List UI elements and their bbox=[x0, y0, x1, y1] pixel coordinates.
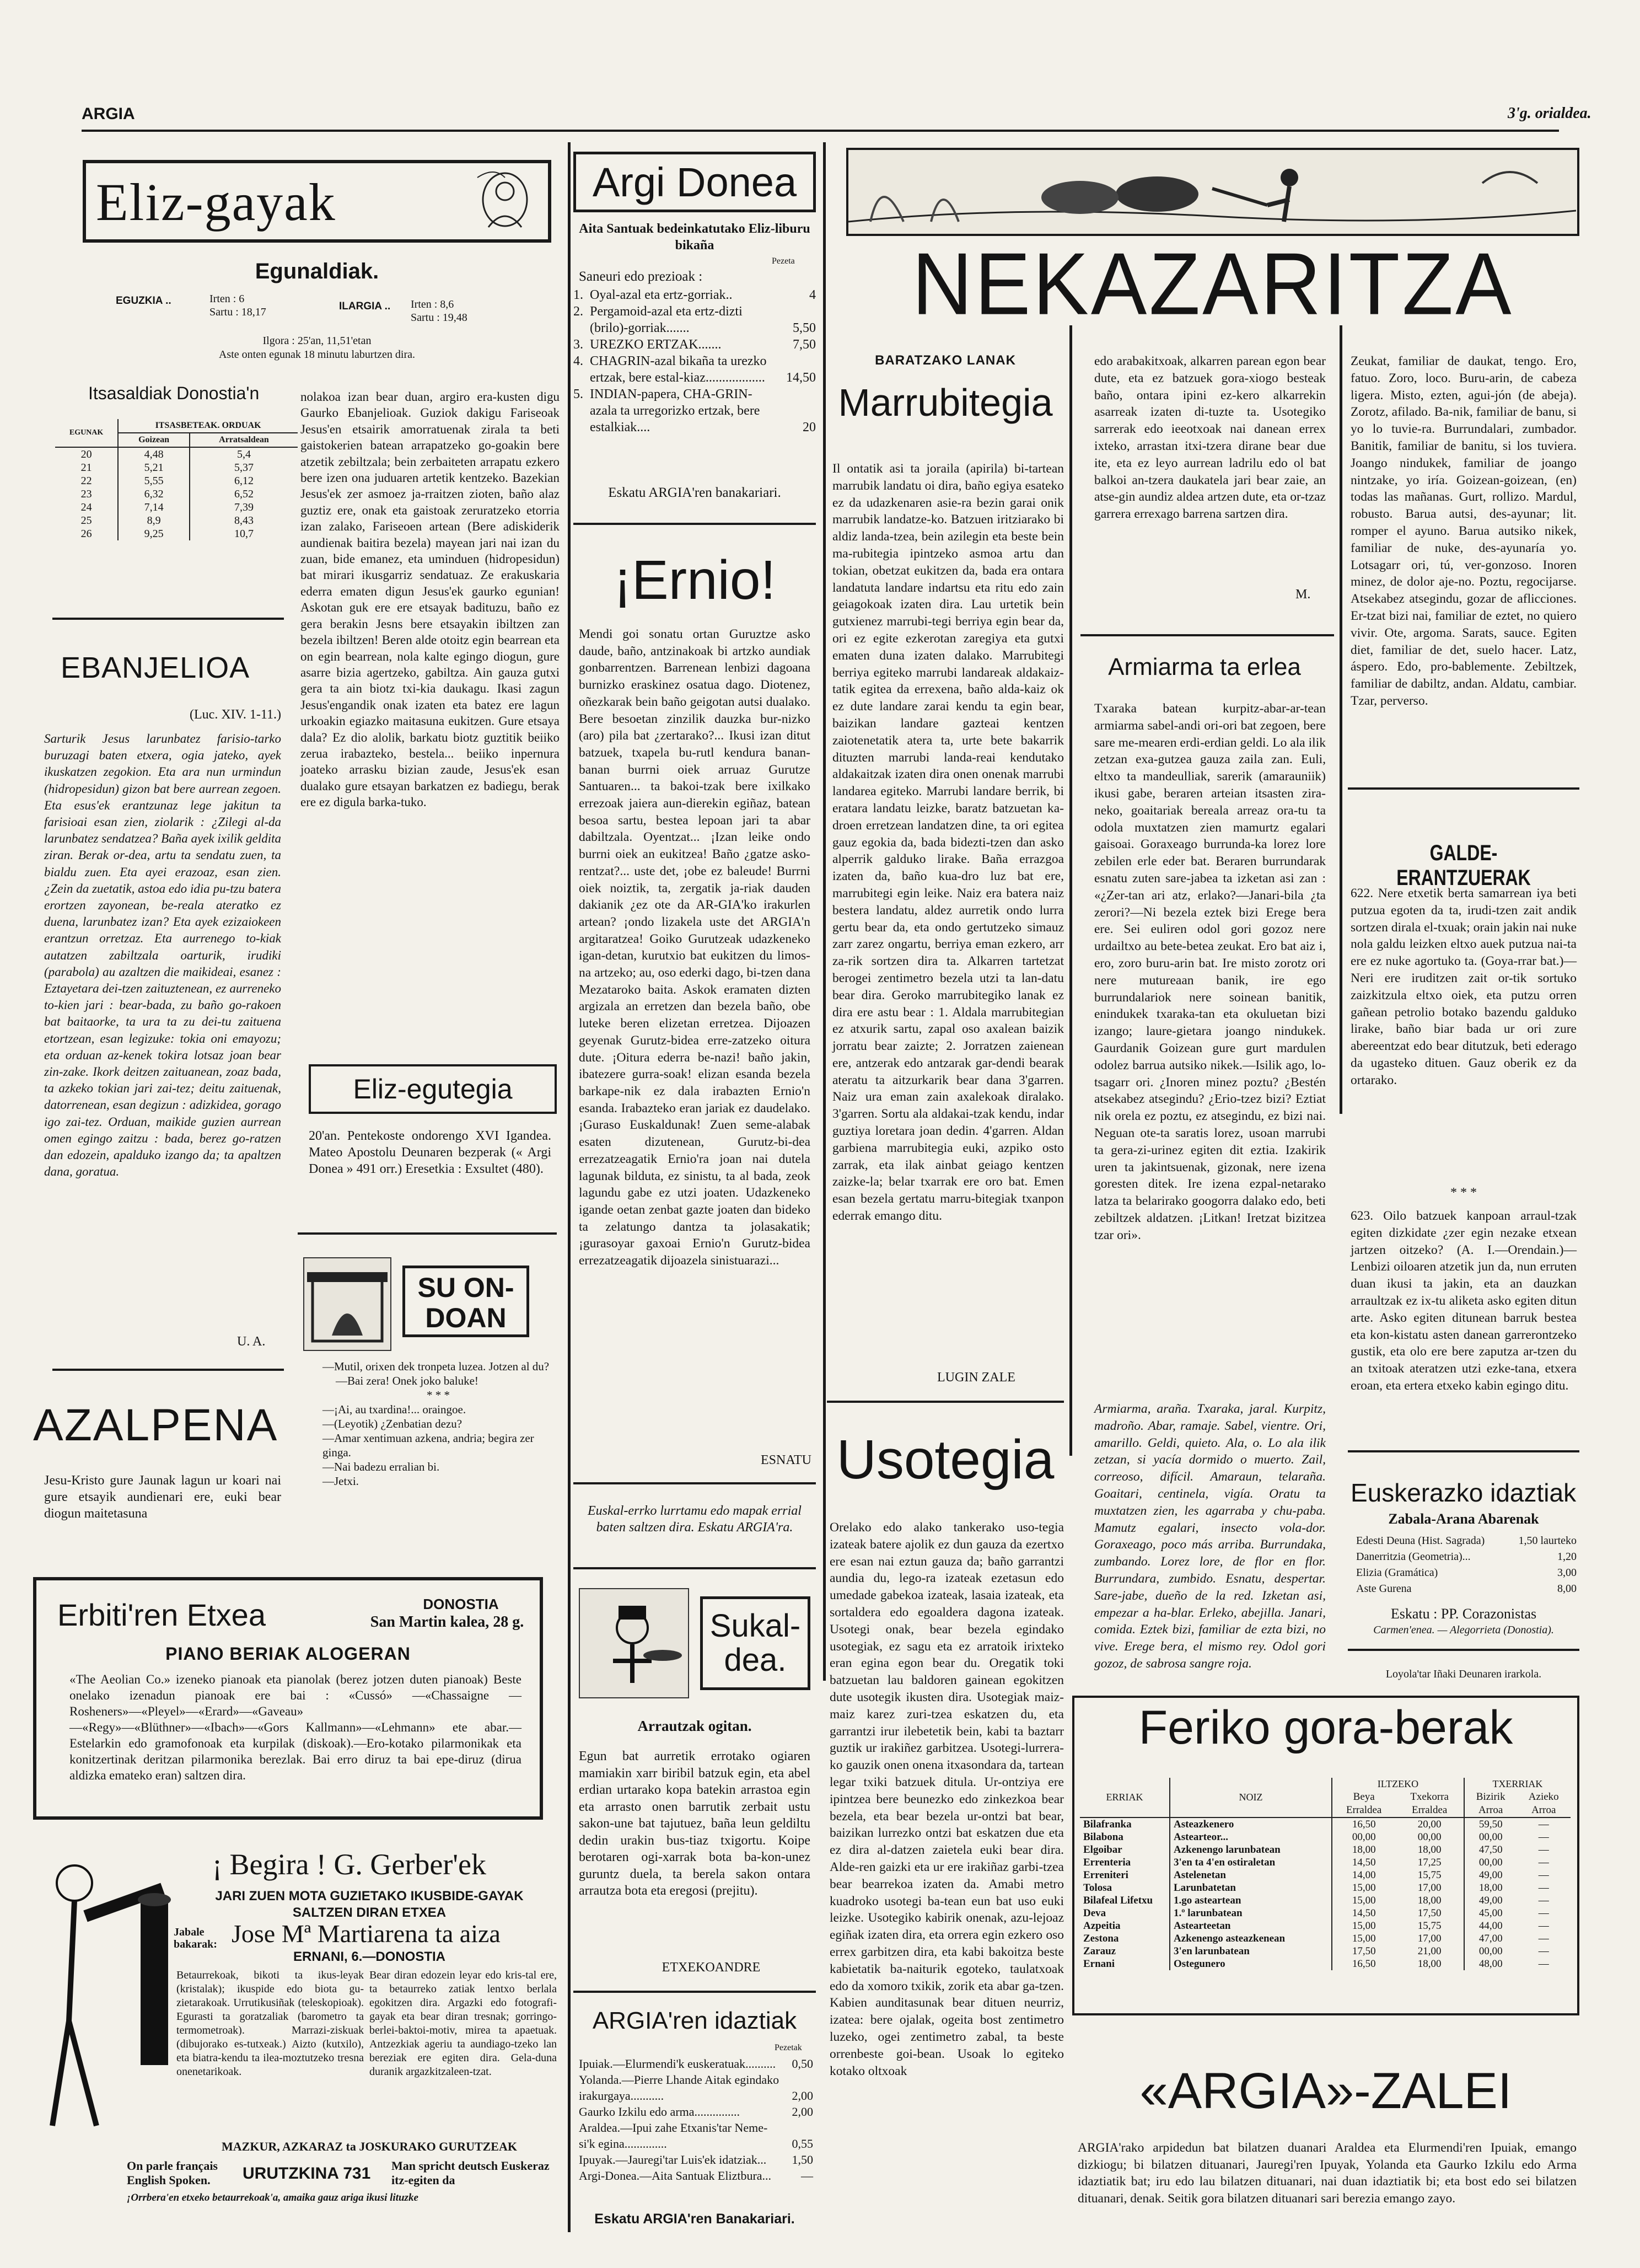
item-text: INDIAN-papera, CHA-GRIN-azala ta urregorizko ertzak, bere estalkiak.... bbox=[590, 387, 760, 435]
eguzkia-label: EGUZKIA .. bbox=[116, 295, 171, 307]
feriko-cell: Astearteor... bbox=[1170, 1831, 1332, 1843]
gerber-city: ERNANI, 6.—DONOSTIA bbox=[293, 1949, 446, 1964]
book-title: Argi-Donea.—Aita Santuak Eliztbura... bbox=[579, 2169, 772, 2183]
feriko-cell: Larunbatetan bbox=[1170, 1881, 1332, 1894]
gerber-title: ¡ Begira ! G. Gerber'ek bbox=[212, 1848, 486, 1881]
gerber-jabe: Jabale bakarak: bbox=[174, 1926, 217, 1950]
header-rule bbox=[82, 130, 1559, 132]
argia-zalei-text: ARGIA'rako arpidedun bat bilatzen duanari Araldea eta Elurmendi'ren Ipuiak, emango dizkiogu; bi bilatzen dituanari, Jauregi'ren Ipuyak, Yolanda eta Gaurko Izkilu edo Arma idaztiatik bat; iru edo lau bilatzen dituanari, nai duan idaztiatik bi; eta bost edo sei bilatzen dituanari, denak. Seitik gora bilatzen dituanari sari berezia emango zayo. bbox=[1078, 2141, 1577, 2206]
ernio-title: ¡Ernio! bbox=[613, 549, 776, 611]
feriko-cell: 21,00 bbox=[1395, 1945, 1464, 1958]
item-number: 2. bbox=[573, 304, 583, 319]
feriko-cell: 20,00 bbox=[1395, 1817, 1464, 1831]
sukaldea-signature: ETXEKOANDRE bbox=[662, 1960, 761, 1975]
continued-signature: M. bbox=[1295, 587, 1311, 602]
argi-donea-title: Argi Donea bbox=[592, 159, 797, 205]
feriko-cell: 1.º larunbatean bbox=[1170, 1907, 1332, 1920]
usotegia-text: Orelako edo alako tankerako uso-tegia izateak batere ajolik ez dun gauza da ezertxo ere esan nai eztun gauza da; baño garrantzi aundia du, lego-ra izateak ezetasun edo umedade gabekoa izateak, lasaia izateak, eta sortaldera edo egoaldera dagona izateak. Usotegi onak, bear bezela egindako usotegiak, ez sagu eta ez arratoik irixteko eran egina egon bear du. Oregatik toki batzuetan lau baldoren gainean egokitzen dute usotegik ikusten dira. Usotegiak maiz-maiz karez zuri-tzea eskatzen du, eta garrantzi irur ilebetetik bein, kabi ta baztarr guztik ur irakiñez garbitzea. Usotegi-lurrera-ko gauzik onen onena itxasondara da, tartean legar txiki batzuek ditula. Ur-ontziya ere ipintzea bere beunezko edo zinkezkoa bear bezela, eta bear bezela ur-ontzi bat bear, baizikan lurrezko ontzi bat eskatzen due eta ez dira al-datzen zaietela euki bear dira. Alde-ren gaizki eta ur ere irakiñaz garbi-tzea bear bearrekoa izaten da. Amabi metro kuadroko usotegi ba-tean eun bat uso euki leizke. Usotegiko kabirik onenak, azu-lejoaz egiñak izaten dira, eta orrera egin ezkero oso errex garbitzen dira, eta kabi bakoitza beste kabietatik ba-naiturik egoteko, taulatxoak edo da xomoro txikik, zorik eta abar ga-tzen. Kabien aunditasunak bear dituen neurriz, izatea: bere ojalak, ogeita bost zentimetro luzeko, ogei zentimetro zabal, ta beste orrenbeste goi-bean. Usoak lo egiteko kotako oltxoak bbox=[830, 1520, 1064, 2078]
book-title: Ipuyak.—Jauregi'tar Luis'ek idatziak... bbox=[579, 2153, 767, 2167]
ebanjelioa-title: EBANJELIOA bbox=[61, 651, 250, 684]
gerber-languages: On parle français English Spoken. bbox=[127, 2159, 218, 2187]
tide-cell: 22 bbox=[55, 474, 118, 487]
galde-erantzuerak-title: GALDE-ERANTZUERAK bbox=[1396, 841, 1531, 890]
item-price: 4 bbox=[809, 288, 816, 302]
price-list-item bbox=[573, 353, 816, 386]
sukaldea-title: Sukal-dea. bbox=[709, 1608, 801, 1678]
idaztiak-carmen: Carmen'enea. — Alegorrieta (Donostia). bbox=[1373, 1624, 1554, 1636]
book-list-item bbox=[1356, 1549, 1577, 1565]
tide-cell: 9,25 bbox=[144, 528, 164, 540]
usotegia-title: Usotegia bbox=[836, 1429, 1055, 1490]
feriko-row bbox=[1080, 1945, 1571, 1958]
hiztegi-glossary: Zeukat, familiar de daukat, tengo. Ero, fatuo. Zoro, loco. Buru-arin, de cabeza ligera. Misto, ezten, agui-jón (de abeja). Zorotz, afilado. Ba-nik, familiar de banu, si yo lo tuvie-ra. Burrundalari, zumbador. Banitik, familiar de banitu, si los tuviera. Joango nindukek, familiar de joango nintzake, yo iría. Goizean-goizean, (en) todas las mañanas. Gurt, rollizo. Mardul, robusto. Barua autsi, des-ayunar; lit. romper el ayuno. Barua autsiko nikek, familiar de nuke, des-ayunaría yo. Lotsagarr ori, tú, ver-gonzoso. Inoren minez, de dolor aje-no. Poztu, regocijarse. Atsekabez atsegindu, gozar de aflicciones. Er-tzat bizi nai, familiar de eztet, no quiero vivir. Ote, argoma. Sarats, sauce. Egiten diet, familiar de det, suelo hacer. Latz, áspero. Edo, pro-bablemente. Zebiltzek, familiar de dabiltz, andan. Aldatu, cambiar. Tzar, perverso. bbox=[1351, 354, 1577, 708]
feriko-cell: Azpeitia bbox=[1080, 1920, 1170, 1932]
gerber-footer: ¡Orrbera'en etxeko betaurrekoak'a, amaika gauz ariga ikusi lituzke bbox=[127, 2192, 418, 2203]
armiarma-text: Txaraka batean kurpitz-abar-ar-tean armiarma sabel-andi ori-ori bat zegoen, bere sare me-mearen erdi-erdian geldi. Lo ala ilik zetzan exa-gutzea gauza zaila zan. Euli, eltxo ta mandeulliak, sarerik (amarauniik) ikusi gabe, beraren arteian itsasten zira-neko, goaitariak bereala arreaz ora-tu ta odola muxtatzen zien mamurtz egalari gaisoai. Goraxeago burrunda-ka lorez lore zebilen erle eder bat. Beraren burrundarak esnatu zuten sare-jabea ta izketan asi zan : «¿Zer-tan ari atz, erlako?—Janari-bila ¿ta zerori?—Ni bezela eztek bizi Erege bera ere. Sei euliren odol gori gozoz nere urdailtxo au bete-betea zeukat. Ero bat aiz i, ero, zoro buru-arin bat. Ire misto zorotz ori nere mutureaan banik, ire ego burrundalariok nere soinean banitik, enindukek txaraka-tan eta okuluetan bizi izango; laure-gietara joango nindukek. Gaurdanik Goizean gure gurt mardulen odolez barrua autsiko nikek.—Isilik ago, lo-tsagarr ori. ¿Inoren minez poztu? ¿Bestén atsekabez atsegindu? ¿Erio-tzez bizi? Eztiat nik orela ez poztu, ez atsegindu, ez bizi nai. Neguan ote-ta saratis lorez, usoan marrubi ta gera-zi-urinez egiten dit eztia. Izakirik uren ta jakintsuenak, gizonak, nere izena goresten ditek. Ire izena ezpal-netarako latza ta belarirako googorra dalako edo, beti zebiltzek aldatzen. ¡Litkan! Iretzat bizitzea tzar ori». bbox=[1094, 701, 1326, 1242]
argia-zalei-title: «ARGIA»-ZALEI bbox=[1139, 2063, 1512, 2119]
feriko-cell: Bilafeal Lifetxu bbox=[1080, 1894, 1170, 1907]
feriko-cell: 14,50 bbox=[1352, 1857, 1376, 1868]
feriko-cell: 00,00 bbox=[1395, 1831, 1464, 1843]
idaztiak-subtitle: Zabala-Arana Abarenak bbox=[1388, 1511, 1539, 1527]
rule bbox=[1348, 787, 1579, 790]
ebanjelioa-signature: U. A. bbox=[237, 1334, 266, 1349]
feriko-cell: 00,00 bbox=[1478, 1831, 1503, 1843]
tide-cell: 5,4 bbox=[190, 447, 298, 461]
feriko-row bbox=[1080, 1894, 1571, 1907]
feriko-cell: — bbox=[1538, 1895, 1549, 1906]
erbiti-advert bbox=[33, 1577, 543, 1820]
page-number: 3'g. orialdea. bbox=[1508, 105, 1591, 122]
feriko-cell: — bbox=[1538, 1869, 1549, 1881]
eliz-egutegia-title: Eliz-egutegia bbox=[353, 1074, 513, 1104]
argia-idaztiak-title: ARGIA'ren idaztiak bbox=[592, 2007, 797, 2034]
argia-idaztiak-footer: Eskatu ARGIA'ren Banakariari. bbox=[594, 2211, 795, 2227]
eliz-gayak-title: Eliz-gayak bbox=[96, 173, 336, 232]
feriko-row bbox=[1080, 1907, 1571, 1920]
feriko-row bbox=[1080, 1856, 1571, 1869]
erbiti-subtitle: PIANO BERIAK ALOGERAN bbox=[165, 1644, 411, 1664]
galde-q1: 622. Nere etxetik berta samarrean iya beti putzua egoten da ta, irudi-tzen zait andik sortzen dirala el-txuak; orain jakin nai nuke nola galdu leizken eltxo auek putzua nai-ta ere ez nuke agortuko ta. (Goya-rrar bat.)—Neri ere iruditzen zait or-tik sortuko zaizkitzula eltxo oiek, eta putzu orren gañean petrolio botako bazendu galduko lirake, baño biar bada ur ori zure abereentzat edo bear ditutzuk, beti ederago da ugasteko dituen. Gauz oberik ez da ortarako. bbox=[1351, 886, 1577, 1087]
argi-donea-price-list bbox=[573, 287, 816, 436]
tide-cell: 7,14 bbox=[144, 501, 164, 513]
item-price: 7,50 bbox=[793, 337, 816, 352]
ploughing-scene-icon bbox=[848, 150, 1576, 233]
feriko-row bbox=[1080, 1831, 1571, 1843]
ilgora-note: Ilgora : 25'an, 11,51'etan bbox=[262, 335, 372, 347]
feriko-cell: 16,50 bbox=[1352, 1819, 1376, 1830]
feriko-cell: 17,00 bbox=[1395, 1881, 1464, 1894]
nekazaritza-title: NEKAZARITZA bbox=[912, 234, 1514, 334]
argi-donea-banner bbox=[573, 152, 816, 212]
tide-cell: 24 bbox=[55, 501, 118, 514]
feriko-cell: Ernani bbox=[1080, 1958, 1170, 1970]
feriko-cell: 1.go asteartean bbox=[1170, 1894, 1332, 1907]
book-list-item bbox=[579, 2056, 813, 2072]
idaztiak-eskatu: Eskatu : PP. Corazonistas bbox=[1390, 1606, 1537, 1622]
book-price: 1,50 laurteko bbox=[1518, 1535, 1577, 1547]
idaztiak-title: Euskerazko idaztiak bbox=[1351, 1478, 1577, 1507]
feriko-cell: Ostegunero bbox=[1170, 1958, 1332, 1970]
book-list-item bbox=[1356, 1581, 1577, 1597]
rule bbox=[573, 1482, 816, 1484]
cook-icon bbox=[580, 1589, 688, 1697]
feriko-row bbox=[1080, 1881, 1571, 1894]
azalpena-text: Jesu-Kristo gure Jaunak lagun ur koari nai gure etsayik aundienari ere, euki bear diogun maitetasuna bbox=[44, 1473, 281, 1521]
price-list-item bbox=[573, 303, 816, 336]
hiztegi-glossary-continued: Armiarma, araña. Txaraka, jaral. Kurpitz, madroño. Abar, ramaje. Sabel, vientre. Ori, amarillo. Geldi, quieto. Ala, o. Lo ala ilik zetzan, si yacía dormido o muerto. Zail, correoso, difícil. Amaraun, telaraña. Goaitari, centinela, vigía. Oratu ta muxtatzen zien, les agarraba y chu-paba. Mamutz egalari, insecto vola-dor. Goraxeago, poco más arriba. Burrundaka, zumbando. Lorez lore, de flor en flor. Burrundara, zumbido. Esnatu, despertar. Sare-jabe, dueño de la red. Izketan asi, empezar a ha-blar. Erleko, abejilla. Janari, comida. Eztek bizi, familiar de ezta bizi, no vive. Erege bera, el mismo rey. Odol gori gozoz, de sabrosa sangre roja. bbox=[1094, 1402, 1326, 1671]
feriko-cell: 18,00 bbox=[1395, 1958, 1464, 1970]
feriko-cell: 14,00 bbox=[1352, 1869, 1376, 1881]
tide-cell: 20 bbox=[55, 447, 118, 461]
tide-table: EGUNAK ITSASBETEAK. ORDUAK Goizean Arratsaldean 20 4,48 5,4 21 5,21 5,37 22 5,55 6,12 23 6,32 6,52 24 7,14 7,39 25 8,9 8,43 26 9,25 10,7 bbox=[55, 419, 298, 540]
feriko-cell: — bbox=[1538, 1958, 1549, 1970]
feriko-cell: Elgoibar bbox=[1080, 1843, 1170, 1856]
ilargia-label: ILARGIA .. bbox=[339, 301, 391, 312]
gerber-left-text: Betaurrekoak, bikoti ta ikus-leyak (kristalak); ikuspide edo biota gu-zietarakoak. Urrutikusiñak (teleskopioak). Egurasti ta goratzaliak (barometro ta termometroak). Marrazi-ziskuak (dibujorako es-tutxeak.) Aizto (kutxilo), eta biatra-kendu ta ilea-moztutzeko tresna onenetarikoak. bbox=[176, 1969, 364, 2078]
rule bbox=[827, 1401, 1064, 1403]
tide-row bbox=[55, 527, 298, 540]
idaztiak-list bbox=[1356, 1533, 1577, 1597]
argia-idaztiak-list bbox=[579, 2056, 813, 2184]
price-list-item bbox=[573, 287, 816, 303]
feriko-cell: 18,00 bbox=[1395, 1894, 1464, 1907]
feriko-cell: — bbox=[1538, 1819, 1549, 1830]
feriko-cell: 3'en ta 4'en ostiraletan bbox=[1170, 1856, 1332, 1869]
feriko-row bbox=[1080, 1958, 1571, 1970]
azalpena-title: AZALPENA bbox=[33, 1400, 278, 1450]
feriko-cell: 17,50 bbox=[1352, 1945, 1376, 1957]
feriko-cell: 15,00 bbox=[1352, 1882, 1376, 1894]
feriko-cell: 18,00 bbox=[1478, 1882, 1503, 1894]
feriko-cell: 17,25 bbox=[1395, 1856, 1464, 1869]
feriko-cell: 15,75 bbox=[1395, 1920, 1464, 1932]
tide-cell: 7,39 bbox=[190, 501, 298, 514]
feriko-cell: 15,75 bbox=[1395, 1869, 1464, 1881]
baratzako-lanak: BARATZAKO LANAK bbox=[875, 353, 1016, 368]
book-price: 8,00 bbox=[1557, 1583, 1577, 1595]
rule bbox=[1080, 634, 1334, 636]
gaurko-intro-text: nolakoa izan bear duan, argiro era-kusten digu Gaurko Ebanjelioak. Guziok dakigu Fariseoak Jesus'en etsairik amorratuenak zirala ta beti gaistokerien batean arrapatzeko go-goakin bere atzetik zebiltzala; bein zerbaiteten arrapatu ezkero bere izen ona juduaren artetik kentzeko. Bazekian Jesus'ek zer asmoez ja-rraitzen zioten, baño alaz guztiz ere, onak eta gaistoak zeruratzeko etorria izan zalako, Fariseoen artean (Bere adiskiderik aundienak baitira bezela) mayean jari nai izan du zuan, bide emanez, eta uminduen (hidropesidun) bat mirari ikusgarriz sendatuaz. Ze erakuskaria ederra ematen digun Jesus'ek gaurko egunian! Askotan guk ere ere etsayak badituzu, baño ez gera berakin Jesns bere etsayakin ibiltzen zan bezela ibiltzen! Beren alde otoitz egin bearrean eta on egin bearrean, nola kalte egingo diogun, gure asarre bizia agertzeko, gabiltza. Ain gauza gutxi gera ta ain biotz txi-kia daukagu. Ikasi zagun Jesus'engandik onak izaten eta batez ere lagun urkoakin egiazko maitasuna eukitzen. Gure etsaya dala? Ez dio alolik, barkatu biotz guztitik beiiko zerua irabazteko, bestela... beiiko inpernura joateko arrasku bizian zaude, Jesus'ek esan dualako gure etsayan barkatzen ez badiegu, berak ere ez digula barka-tuko. bbox=[300, 390, 560, 809]
galde-q2: 623. Oilo batzuek kanpoan arraul-tzak egiten dizkidate ¿zer egin nezake etxean jartzen oitzeko? (A. I.—Orendain.)—Lenbizi oiloaren atzetik jun da, nun erruten duan ikusi ta jakin, eta an dauzkan arraultzak ez ix-tu aliketa asko egiten ditun arte. Asko egiten ditunean barruk bestea eta kon-kistatu asten danean garrerontzeko gustik, eta olo ere bere zaputza ar-tzen du an txitoak ateratzen utzi ezke-tana, etxera eroan, eta ertera etxeko kabin egingo ditu. bbox=[1351, 1209, 1577, 1393]
book-title: Ipuiak.—Elurmendi'k euskeratuak.......... bbox=[579, 2057, 776, 2071]
book-list-item bbox=[579, 2072, 813, 2104]
feriko-cell: 15,00 bbox=[1352, 1895, 1376, 1906]
book-title: Aste Gurena bbox=[1356, 1583, 1412, 1595]
feriko-cell: — bbox=[1538, 1933, 1549, 1944]
argi-donea-subtitle: Aita Santuak bedeinkatutako Eliz-liburu bikaña bbox=[579, 222, 810, 253]
item-text: Pergamoid-azal eta ertz-dizti (brilo)-gorriak....... bbox=[590, 304, 743, 335]
item-number: 4. bbox=[573, 354, 583, 368]
feriko-cell: — bbox=[1538, 1857, 1549, 1868]
feriko-cell: Astelenetan bbox=[1170, 1869, 1332, 1881]
praying-figure-icon bbox=[466, 167, 544, 238]
feriko-row bbox=[1080, 1920, 1571, 1932]
tide-cell: 8,9 bbox=[147, 514, 161, 527]
item-number: 1. bbox=[573, 288, 583, 302]
argi-donea-intro: Saneuri edo prezioak : bbox=[579, 269, 703, 284]
feriko-cell: 47,00 bbox=[1478, 1933, 1503, 1944]
ebanjelioa-ref: (Luc. XIV. 1-11.) bbox=[190, 707, 281, 722]
feriko-cell: Erreniteri bbox=[1080, 1869, 1170, 1881]
gerber-languages-2: Man spricht deutsch Euskeraz itz-egiten da bbox=[391, 2159, 550, 2187]
tide-cell: 5,37 bbox=[190, 461, 298, 474]
feriko-title: Feriko gora-berak bbox=[1138, 1701, 1513, 1754]
item-price: 14,50 bbox=[786, 371, 816, 385]
argi-donea-col-label: Pezeta bbox=[772, 256, 795, 266]
feriko-cell: 3'en larunbatean bbox=[1170, 1945, 1332, 1958]
fire-illustration bbox=[303, 1257, 391, 1351]
book-title: Araldea.—Ipui zahe Etxanis'tar Neme-si'k egina.............. bbox=[579, 2121, 768, 2151]
rule bbox=[52, 618, 284, 620]
feriko-row bbox=[1080, 1817, 1571, 1831]
marrubitegia-signature: LUGIN ZALE bbox=[937, 1370, 1015, 1385]
feriko-cell: 00,00 bbox=[1352, 1831, 1376, 1843]
feriko-cell: Azkenengo larunbatean bbox=[1170, 1843, 1332, 1856]
book-price: 0,55 bbox=[792, 2137, 813, 2151]
feriko-cell: 18,00 bbox=[1352, 1844, 1376, 1856]
gerber-sub1: JARI ZUEN MOTA GUZIETAKO IKUSBIDE-GAYAK bbox=[215, 1889, 524, 1904]
feriko-cell: — bbox=[1538, 1945, 1549, 1957]
telescope-illustration bbox=[36, 1839, 174, 2153]
argi-donea-footer: Eskatu ARGIA'ren banakariari. bbox=[608, 485, 781, 500]
tide-cell: 21 bbox=[55, 461, 118, 474]
feriko-cell: 49,00 bbox=[1478, 1869, 1503, 1881]
erbiti-title: Erbiti'ren Etxea bbox=[57, 1597, 266, 1632]
tide-cell: 6,52 bbox=[190, 487, 298, 501]
ilargia-times: Irten : 8,6 Sartu : 19,48 bbox=[411, 298, 467, 324]
feriko-cell: Azkenengo asteazkenean bbox=[1170, 1932, 1332, 1945]
tide-row bbox=[55, 487, 298, 501]
book-price: 3,00 bbox=[1557, 1567, 1577, 1579]
column-rule-4 bbox=[1069, 325, 1072, 1456]
feriko-row bbox=[1080, 1932, 1571, 1945]
feriko-cell: 47,50 bbox=[1478, 1844, 1503, 1856]
ebanjelioa-text: Sarturik Jesus larunbatez farisio-tarko buruzagi baten etxera, ogia jateko, ayek ikuskatzen zegokion. Eta ara nun urmindun (hidropesidun) gizon bat bere aurrean zegoen. Eta esus'ek erantzunaz lege jakitun ta farisioai esan zien, ziolarik : ¿Zilegi al-da larunbatez sendatzea? Baña ayek ixilik geldita ziran. Berak or-dea, artu ta sendatu zuen, ta bialdu zuen. Eta ayei erazoaz, esan zien. ¿Zein da zuetatik, astoa edo idia pu-tzu batera erortzen zayonean, be-reala ateratko ez duena, larunbatez izan? Eta ayek ezizaiokeen erantzun orretzaz. Eta aurrenego to-kiak autatzen zabiltzala oarturik, irudiki (parabola) au azaltzen die maikideai, esanez : Eztayetara dei-tzen zaituztenean, ez aurreneko to-kien jari : bear-bada, zu baño go-rakoen bat baitaorke, ta ura ta zu dei-tu zaituena etortzean, esan legizuke: tokia oni emayozu; eta orduan az-kenek tokira lotsaz joan bear zin-zake. Ikork deitzen zaituanean, zoaz bada, ta azkeko tokian jari zai-tez; deitu zaituenak, datorrenean, esan degizun : adizkidea, gorago igo zai-tez. Orduan, maikide guzien aurrean omen egingo zaitzu : bada, berez go-ratzen dan edozein, apalduko izango da; ta apaltzen dana, goratua. bbox=[44, 732, 281, 1179]
sukaldea-subtitle: Arrautzak ogitan. bbox=[637, 1718, 752, 1734]
book-price: 1,20 bbox=[1557, 1551, 1577, 1563]
feriko-cell: Astearteetan bbox=[1170, 1920, 1332, 1932]
feriko-cell: Bilafranka bbox=[1080, 1817, 1170, 1831]
erbiti-address: San Martin kalea, 28 g. bbox=[370, 1613, 524, 1631]
man-with-telescope-icon bbox=[36, 1839, 174, 2153]
book-list-item bbox=[1356, 1533, 1577, 1549]
feriko-cell: 48,00 bbox=[1478, 1958, 1503, 1970]
sukaldea-text: Egun bat aurretik errotako ogiaren mamiakin xarr biribil batzuk egin, eta abel erdian urtarako kopa batekin arrastoa egin eta arrasto onen barrutik zerbait ustu sakon-une bat tajutuez, baña leun geldiltu dedin urakin bus-tiaz txigortu. Koipe berotaren ogi-xarrak bota ba-kon-unez guruntz duela, ta berela sakon ontara arrautza bota eta eregosi (prejitu). bbox=[579, 1749, 810, 1898]
feriko-cell: — bbox=[1538, 1907, 1549, 1919]
rule bbox=[573, 523, 816, 525]
feriko-cell: 18,00 bbox=[1395, 1843, 1464, 1856]
item-text: Oyal-azal eta ertz-gorriak.. bbox=[590, 288, 733, 302]
rule bbox=[1348, 1649, 1579, 1651]
item-text: UREZKO ERTZAK....... bbox=[590, 337, 722, 352]
book-list-item bbox=[1356, 1565, 1577, 1581]
feriko-row bbox=[1080, 1869, 1571, 1881]
usotegia-continued-text: edo arabakitxoak, alkarren parean egon bear dute, eta ez batzuek gora-xiogo besteak baño, ontara ipini ez-kero alkarrekin asarreak izaten di-tuzte ta. Usotegiko sarrerak edo ieeotxoak nai danean errex ixteko, arrastan itxi-tzera dirane bear due ite, eta ez leyo aurrean ladrilu edo ol bat balkoi an-tzera daukatela jari bear zaie, an atse-gin aundiz aldea artzen dute, eta or-tzaz garrera errexago barrena sartzen dira. bbox=[1094, 354, 1326, 522]
book-list-item bbox=[579, 2152, 813, 2168]
rule bbox=[1348, 1450, 1579, 1452]
item-number: 5. bbox=[573, 387, 583, 401]
tide-cell: 6,32 bbox=[144, 488, 164, 500]
book-price: 2,00 bbox=[792, 2105, 813, 2119]
feriko-cell: 45,00 bbox=[1478, 1907, 1503, 1919]
tide-cell: 5,21 bbox=[144, 462, 164, 474]
tide-row bbox=[55, 514, 298, 527]
feriko-cell: Asteazkenero bbox=[1170, 1817, 1332, 1831]
gerber-mazkur: MAZKUR, AZKARAZ ta JOSKURAKO GURUTZEAK bbox=[222, 2140, 517, 2153]
item-number: 3. bbox=[573, 337, 583, 352]
feriko-box bbox=[1072, 1696, 1579, 2015]
su-ondoan-dialogue: —Mutil, orixen dek tronpeta luzea. Jotzen al du? —Bai zera! Onek joko baluke! * * * —¡Ai, au txardina!... oraingoe. —(Leyotik) ¿Zenbatian dezu? —Amar xentimuan azkena, andria; begira zer ginga. —Nai badezu erralian bi. —Jetxi. bbox=[322, 1360, 550, 1488]
gerber-phone: URUTZKINA 731 bbox=[243, 2164, 371, 2183]
marrubitegia-text: Il ontatik asi ta joraila (apirila) bi-tartean marrubik landatu oi dira, baño egiya esateko ez da udazkenaren asie-ra bezin garai onik marrubik landatze-ko. Batzuen iritziarako bi aldiz landa-tzea, bein azilegin eta beste bein ma-rubitegia ipintzeko asmoa artu dan tokian, obetzat eukitzen da, bada era ontara landatuta landare indartsu eta ritu edo zain geiagokoak izaten dira. Lau urtetik bein gutxienez marrubi-tegi berriya egin bear da, ori ez egite ezkerotan zaregiya eta gutxi ematen duna izaten dalako. Marrubitegi berriya egiteko marrubi landareak aldakaiz-tatik egitea da errexena, baño alda-kaiz ok ez dute landare zarai kendu ta egin bear, baizikan landare gazteai kentzen zaiotenetatik atera ta, urte bete bakarrik dituzten marrubi landa-reai kendutako aldakaitzak izaten dira onen onenak marrubi landarea egiteko. Marrubi landare berrik, bi eratara landatu leizke, baratz batzuetan ka-droen erretzean landatzen dine, ta ori egitea gauz egokia da, bada bidezti-tzen dan asko alperrik galduko lirake. Baña errazgoa izaten da, baño kua-dro luz bat ere, marrubitegi egin leike. Naiz era batera naiz bestera landatu, aldez aurretik ondo lurra gertu bear da, eta ondo gertutzeko simauz zarr zarez ongartu, berriya eman ezkero, arr za-rik sortzen dira ta. Alkarren tartetzat berogei zentimetro bezela utzi ta lan-datu bear dira. Geroko marrubitegiko lanak ez dira ere astu bear : 1. Aldala marrubitegian ez atxurik sartu, zapal oso axalean baizik jorratu bear zaizte; 2. Jorratzen zaienean ere, antzerak edo antzarak gar-dendi bearak ateratu ta aitzurkarik bear dana 3'garren. Naiz ura eman zain axalekoak diralako. 3'garren. Sortu ala aldakai-tzak kendu, indar guztiya loretara joan dedin. 4'garren. Aldan garbiena marrubitegia euki, azpiko osto zarrak, eta ilak ainbat geiago kentzen zaizke-la; belar txarrak ere oro bat. Emen esan bezela gertatu marru-bitegiak txanpon ederrak emango ditu. bbox=[832, 462, 1064, 1224]
rule bbox=[573, 1991, 816, 1993]
argia-idaztiak-col: Pezetak bbox=[775, 2043, 802, 2052]
loyola-press: Loyola'tar Iñaki Deunaren irarkola. bbox=[1385, 1668, 1542, 1680]
book-list-item bbox=[579, 2168, 813, 2184]
feriko-cell: Errenteria bbox=[1080, 1856, 1170, 1869]
eliz-egutegia-banner bbox=[309, 1064, 557, 1114]
feriko-cell: — bbox=[1538, 1882, 1549, 1894]
ernio-text: Mendi goi sonatu ortan Guruztze asko daude, baño, antzinakoak bi artzko aundiak gonbarrentzen. Barrenean lenbizi dagoana burnizko eraskinez osatua dago. Diotenez, oñezkarak bein baño geigotan autsi dualako. Bere besoetan zinzilik dauzka bur-nizko (aro) pila bat ¿zertarako?... Ikusi izan ditut batzuek, txapela bu-rutl kendura banan-banan burrni oiek arruaz Gurutze Santuaren... ta bakoi-tzak bere ixilkako errezoak jaiera aun-dierekin egiñaz, batean besoa sartu, bestea lepoan jari ta abar dabiltzala. Oyentzat... ¡Izan leike ondo burrni oiek an eukitzea! Baño ¿gatze asko-rentzat?... uste det, ¡obe ez baleude! Burrni oiek noiztik, ta, zergatik ja-riak dauden dakianik ¿ez ote da AR-GIA'ko irakurlen artean? ¡ondo lizakela uste det ARGIA'n argitaratzea! Goiko Gurutzeak udazkeneko igan-detan, kurutxio bat eukitzen du limos-na artzeko; au, oso ederki dago, bi-tzen dana Mezataroko baita. Askok eramaten dizten argizala an erretzen dan bezela baño, obe luteke beren elizetan erretzea. Dijoazen geyenak Gurutz-bidea erre-zatzeko oitura dute. ¡Oitura ederra be-nazi! baño jakin, ibatezere gurra-soak! elizan esanda bezela barkape-nik ez dala irabazten Ernio'n esanda. Irabazteko eran jariak ez daudelako. ¡Guraso Euskaldunak! Zuen seme-alabak esaten dizutenean, Gurutz-bi-dea errezatzeagatik Ernio'ra joan nai dutela lagunak bilduta, ez sinistu, ta al bada, zeok lagundu gabe ez utzi joaten. Udazkeneko igande oetan zenbat gazte joaten dan bideko ta zelatungo dantza ta jolasakatik; ¡gurasoyar gaxoai Ernio'n Gurutz-bidea errezatzeagatik dijoazela sinistuarazi... bbox=[579, 627, 810, 1268]
erbiti-text: «The Aeolian Co.» izeneko pianoak eta pianolak (berez jotzen duten pianoak) Beste onelako izenadun pianoak ere bai : «Cussó» —«Chassaigne — Rosheners»—«Pleyel»—«Erard»—«Gaveau» —«Regy»—«Blüthner»—«Ibach»—«Gors Kallmann»—«Lehmann» ete abar.—Estelarkin edo gramofonoak eta kurpilak (diskoak).—Ero-kotako pilarmonikak eta konitzertinak deritzan pilarmonika berezlak. Bai erro diruz ta bai epe-diruz (dirua aldizka emateko eran) saltzen dira. bbox=[69, 1672, 521, 1782]
eguzkia-times: Irten : 6 Sartu : 18,17 bbox=[209, 293, 266, 318]
tide-row bbox=[55, 501, 298, 514]
eliz-gayak-banner bbox=[83, 160, 551, 243]
tide-row bbox=[55, 474, 298, 487]
cook-illustration bbox=[579, 1588, 689, 1698]
item-text: CHAGRIN-azal bikaña ta urezko ertzak, bere estal-kiaz.................. bbox=[590, 354, 767, 385]
feriko-cell: 00,00 bbox=[1478, 1945, 1503, 1957]
feriko-cell: Deva bbox=[1080, 1907, 1170, 1920]
feriko-cell: 17,50 bbox=[1395, 1907, 1464, 1920]
tide-cell: 23 bbox=[55, 487, 118, 501]
gerber-sub2: SALTZEN DIRAN ETXEA bbox=[292, 1905, 447, 1920]
feriko-cell: Zarauz bbox=[1080, 1945, 1170, 1958]
book-price: — bbox=[801, 2169, 813, 2183]
su-ondoan-title: SU ON-DOAN bbox=[417, 1272, 514, 1333]
feriko-cell: Zestona bbox=[1080, 1932, 1170, 1945]
su-ondoan-banner bbox=[402, 1266, 529, 1337]
itsasaldiak-heading: Itsasaldiak Donostia'n bbox=[88, 383, 260, 403]
tide-cell: 5,55 bbox=[144, 475, 164, 487]
running-header-left: ARGIA bbox=[82, 105, 135, 123]
book-price: 1,50 bbox=[792, 2153, 813, 2167]
feriko-cell: — bbox=[1538, 1920, 1549, 1932]
rule bbox=[298, 1232, 557, 1235]
tide-cell: 6,12 bbox=[190, 474, 298, 487]
armiarma-title: Armiarma ta erlea bbox=[1108, 653, 1301, 680]
gerber-right-text: Bear diran edozein leyar edo kris-tal ere, ta betaurreko zatiak lentxo berlala egokitzen dira. Argazki edo fotografi-gayak eta bear diran tresnak; gorringo-berlei-baktoi-motiv, mirea ta apaetuak. Antzezkiak ageriu ta aundiago-tzeko lan bereziak ere egiten dira. Gela-duna duranik argazkitzaleen-tzat. bbox=[369, 1969, 557, 2078]
book-price: 2,00 bbox=[792, 2089, 813, 2103]
tide-row bbox=[55, 447, 298, 461]
feriko-cell: 44,00 bbox=[1478, 1920, 1503, 1932]
column-rule-3 bbox=[1340, 325, 1342, 1114]
aste-note: Aste onten egunak 18 minutu laburtzen dira. bbox=[218, 348, 415, 361]
tide-row bbox=[55, 461, 298, 474]
feriko-cell: 16,50 bbox=[1352, 1958, 1376, 1970]
feriko-cell: — bbox=[1538, 1844, 1549, 1856]
tide-cell: 8,43 bbox=[190, 514, 298, 527]
book-list-item bbox=[579, 2104, 813, 2120]
ernio-signature: ESNATU bbox=[761, 1453, 812, 1467]
book-title: Edesti Deuna (Hist. Sagrada) bbox=[1356, 1535, 1485, 1547]
book-title: Elizia (Gramática) bbox=[1356, 1567, 1438, 1579]
feriko-cell: 49,00 bbox=[1478, 1895, 1503, 1906]
feriko-cell: 17,00 bbox=[1395, 1932, 1464, 1945]
tide-cell: 10,7 bbox=[190, 527, 298, 540]
feriko-cell: — bbox=[1538, 1831, 1549, 1843]
farming-illustration-banner bbox=[846, 148, 1579, 236]
book-title: Yolanda.—Pierre Lhande Aitak egindako irakurgaya........... bbox=[579, 2073, 779, 2103]
feriko-cell: 14,50 bbox=[1352, 1907, 1376, 1919]
fireplace-icon bbox=[304, 1258, 390, 1350]
feriko-cell: Tolosa bbox=[1080, 1881, 1170, 1894]
tide-cell: 4,48 bbox=[144, 448, 164, 460]
column-rule-1 bbox=[568, 142, 571, 2232]
book-title: Danerritzia (Geometria)... bbox=[1356, 1551, 1471, 1563]
erbiti-city: DONOSTIA bbox=[423, 1596, 499, 1612]
feriko-cell: 59,50 bbox=[1478, 1819, 1503, 1830]
feriko-row bbox=[1080, 1843, 1571, 1856]
rule bbox=[52, 1369, 284, 1371]
eliz-egutegia-text: 20'an. Pentekoste ondorengo XVI Igandea. Mateo Apostolu Deunaren bezperak (« Argi Donea » 491 orr.) Eresetkia : Exsultet (480). bbox=[309, 1129, 551, 1176]
euskal-mapak-ad: Euskal-errko lurrtamu edo mapak errial baten saltzen dira. Eskatu ARGIA'ra. bbox=[588, 1504, 802, 1535]
feriko-cell: Bilabona bbox=[1080, 1831, 1170, 1843]
tide-cell: 26 bbox=[55, 527, 118, 540]
feriko-cell: 15,00 bbox=[1352, 1933, 1376, 1944]
egunaldiak-heading: Egunaldiak. bbox=[255, 259, 379, 283]
price-list-item bbox=[573, 386, 816, 436]
item-price: 20 bbox=[803, 420, 816, 435]
feriko-cell: 15,00 bbox=[1352, 1920, 1376, 1932]
marrubitegia-title: Marrubitegia bbox=[838, 381, 1053, 424]
tide-cell: 25 bbox=[55, 514, 118, 527]
book-title: Gaurko Izkilu edo arma............... bbox=[579, 2105, 740, 2119]
galde-separator: * * * bbox=[1450, 1186, 1477, 1200]
book-price: 0,50 bbox=[792, 2057, 813, 2071]
rule bbox=[573, 1567, 816, 1569]
feriko-table: ERRIAK NOIZ ILTZEKO TXERRIAK Beya Txekorra Bizirik Azieko Erraldea Erraldea Arroa Arroa Bilafranka Asteazkenero 16,50 20,00 59,50 — Bilabona Astearteor... 00,00 00,00 00,00 — Elgoibar Azkenengo larunbatean 18,00 18,00 47,50 — Errenteria 3'en ta 4'en ostiraletan 14,50 17,25 00,00 — Erreniteri Astelenetan 14,00 15,75 49,00 — Tolosa Larunbatetan 15,00 17,00 18,00 — Bilafeal Lifetxu 1.go asteartean 15,00 18,00 49,00 — Deva 1.º larunbatean 14,50 17,50 45,00 — Azpeitia Astearteetan 15,00 15,75 44,00 — Zestona Azkenengo asteazkenean 15,00 17,00 47,00 — Zarauz 3'en larunbatean 17,50 21,00 00,00 — Ernani Ostegunero 16,50 18,00 48,00 — bbox=[1080, 1778, 1571, 1970]
item-price: 5,50 bbox=[793, 321, 816, 335]
price-list-item bbox=[573, 336, 816, 353]
gerber-owner: Jose Mª Martiarena ta aiza bbox=[232, 1920, 501, 1948]
book-list-item bbox=[579, 2120, 813, 2152]
feriko-cell: 00,00 bbox=[1478, 1857, 1503, 1868]
sukaldea-banner bbox=[700, 1596, 810, 1690]
